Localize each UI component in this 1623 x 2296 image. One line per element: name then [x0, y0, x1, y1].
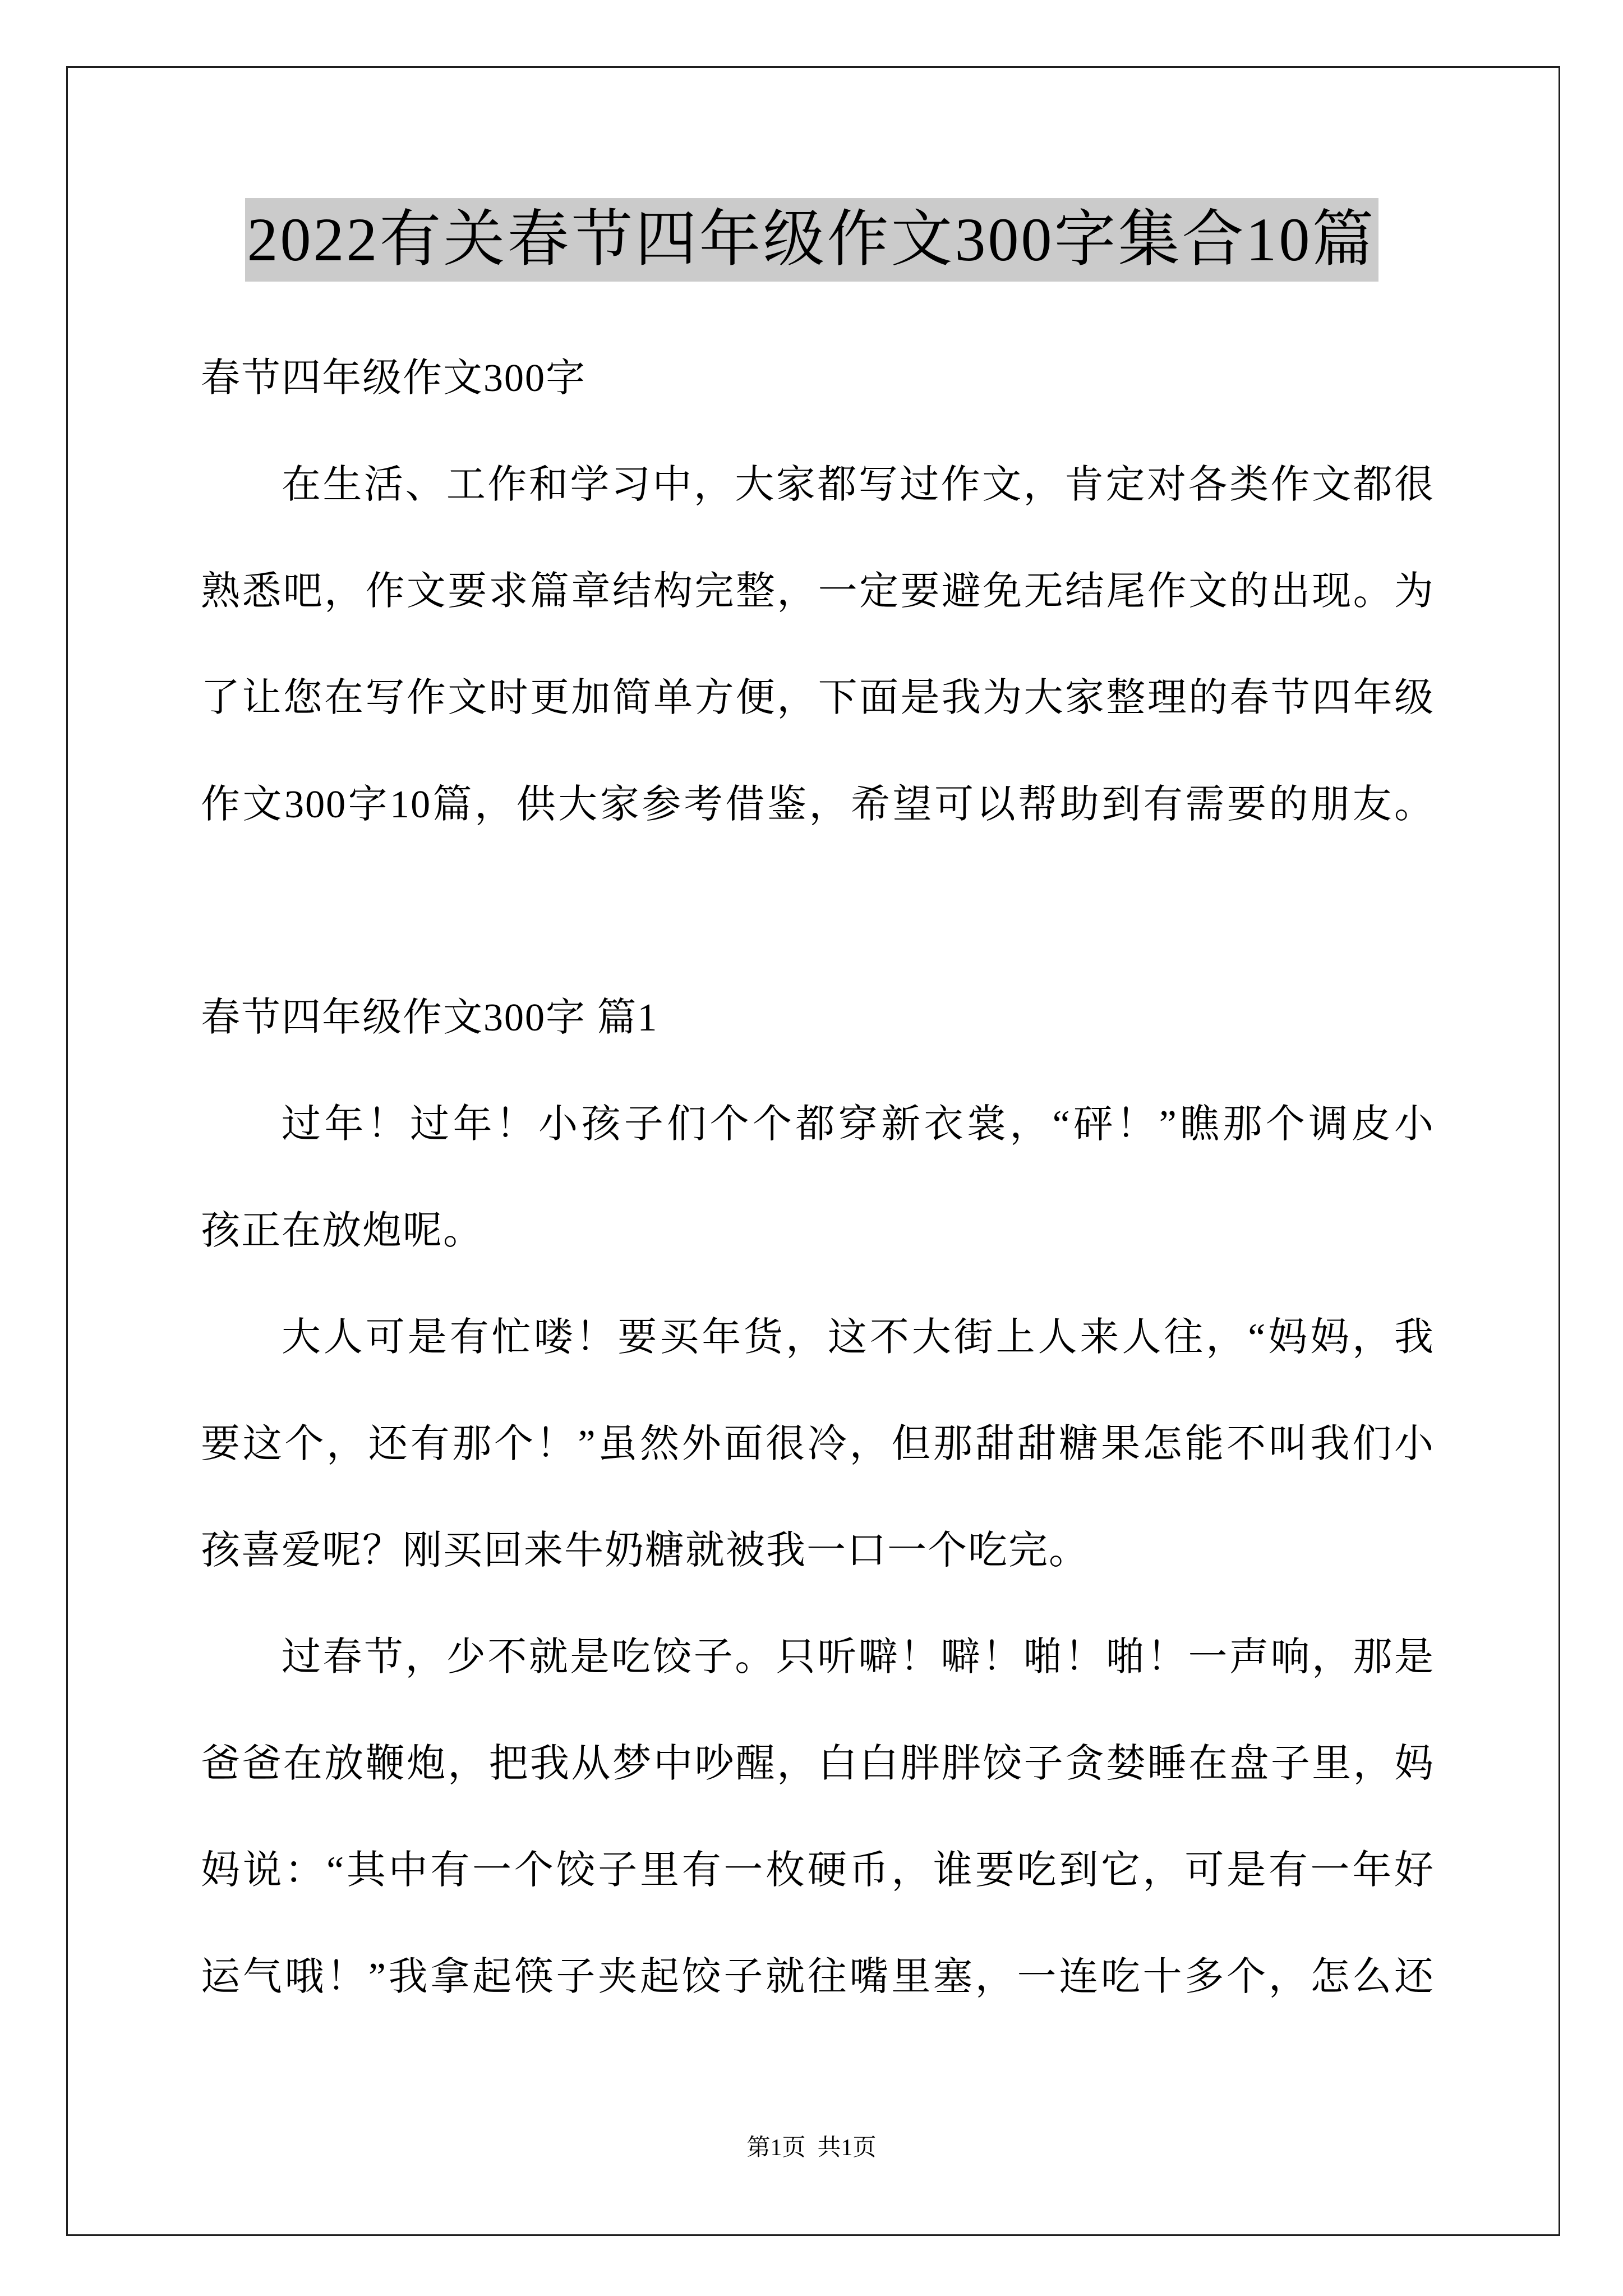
paragraph	[201, 1604, 1435, 2031]
title-container	[0, 198, 1623, 282]
intro-paragraph	[201, 432, 1435, 858]
paragraph-line: 孩正在放炮呢。	[201, 1209, 483, 1253]
paragraph-line: 大人可是有忙喽！要买年货，这不大街上人来人往，“妈妈，我	[282, 1316, 1435, 1359]
document-title: 2022有关春节四年级作文300字集合10篇	[245, 198, 1378, 282]
document-body	[201, 325, 1435, 2031]
paragraph-line: 妈说：“其中有一个饺子里有一枚硬币，谁要吃到它，可是有一年好	[201, 1849, 1435, 1892]
blank-line	[201, 858, 1435, 965]
paragraph-line: 了让您在写作文时更加简单方便，下面是我为大家整理的春节四年级	[201, 677, 1435, 720]
paragraph-line: 要这个，还有那个！”虽然外面很冷，但那甜甜糖果怎能不叫我们小	[201, 1423, 1435, 1466]
section-heading: 春节四年级作文300字 篇1	[201, 996, 658, 1039]
paragraph-line: 在生活、工作和学习中，大家都写过作文，肯定对各类作文都很	[282, 463, 1435, 507]
page-number-footer: 第1页 共1页	[746, 2135, 877, 2161]
paragraph	[201, 1071, 1435, 1285]
paragraph-line: 过年！过年！小孩子们个个都穿新衣裳，“砰！”瞧那个调皮小	[282, 1103, 1435, 1146]
paragraph-line: 作文300字10篇，供大家参考借鉴，希望可以帮助到有需要的朋友。	[201, 783, 1435, 826]
paragraph-line: 过春节，少不就是吃饺子。只听噼！噼！啪！啪！一声响，那是	[282, 1636, 1435, 1679]
paragraph	[201, 1285, 1435, 1604]
paragraph-line: 孩喜爱呢？刚买回来牛奶糖就被我一口一个吃完。	[201, 1529, 1089, 1572]
intro-heading: 春节四年级作文300字	[201, 357, 586, 400]
paragraph-line: 运气哦！”我拿起筷子夹起饺子就往嘴里塞，一连吃十多个，怎么还	[201, 1955, 1435, 1999]
paragraph-line: 爸爸在放鞭炮，把我从梦中吵醒，白白胖胖饺子贪婪睡在盘子里，妈	[201, 1742, 1435, 1786]
paragraph-line: 熟悉吧，作文要求篇章结构完整，一定要避免无结尾作文的出现。为	[201, 570, 1435, 613]
